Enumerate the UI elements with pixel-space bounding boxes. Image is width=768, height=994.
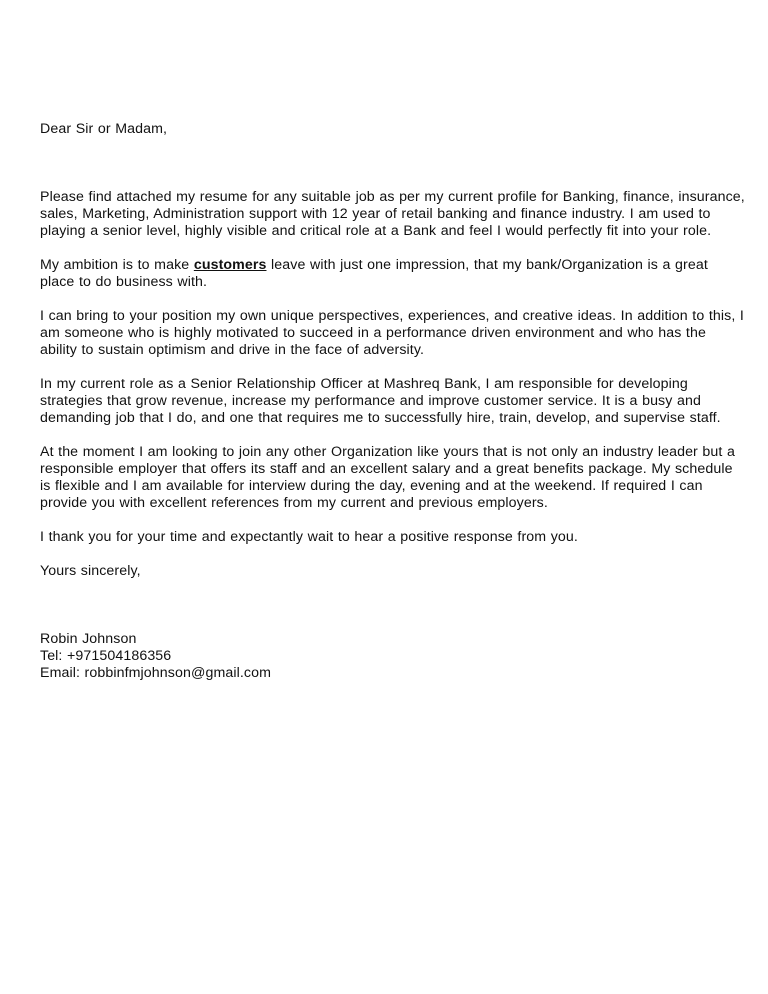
ambition-text-before: My ambition is to make (40, 257, 194, 273)
paragraph-perspectives: I can bring to your position my own unique perspectives, experiences, and creative ideas. In addition to this, I am someone who is highly motivated to succeed in a performance driven environment and who has the ability to sustain optimism and drive in the face of adversity. (40, 308, 744, 358)
salutation: Dear Sir or Madam, (40, 121, 168, 137)
ambition-text-after: leave with just one impression, that my bank/Organization is a great place to do business with. (40, 257, 708, 290)
signature-tel: Tel: +971504186356 (40, 648, 172, 664)
paragraph-thanks: I thank you for your time and expectantly wait to hear a positive response from you. (40, 529, 578, 545)
cover-letter (40, 121, 745, 682)
paragraph-ambition (40, 257, 745, 291)
paragraph-current-role: In my current role as a Senior Relationship Officer at Mashreq Bank, I am responsible for developing strategies that grow revenue, increase my performance and improve customer service. It is a busy and demanding job that I do, and one that requires me to successfully hire, train, develop, and supervise staff. (40, 376, 721, 426)
signature-block (40, 631, 745, 682)
signature-name: Robin Johnson (40, 631, 137, 647)
paragraph-introduction: Please find attached my resume for any suitable job as per my current profile for Banking, finance, insurance, sales, Marketing, Administration support with 12 year of retail banking and finance industry. I am used to playing a senior level, highly visible and critical role at a Bank and feel I would perfectly fit into your role. (40, 189, 745, 239)
paragraph-job-search: At the moment I am looking to join any other Organization like yours that is not only an industry leader but a responsible employer that offers its staff and an excellent salary and a great benefits package. My schedule is flexible and I am available for interview during the day, evening and at the weekend. If required I can provide you with excellent references from my current and previous employers. (40, 444, 735, 511)
signature-email: Email: robbinfmjohnson@gmail.com (40, 665, 272, 681)
closing: Yours sincerely, (40, 563, 141, 579)
customers-emphasis: customers (193, 257, 267, 273)
